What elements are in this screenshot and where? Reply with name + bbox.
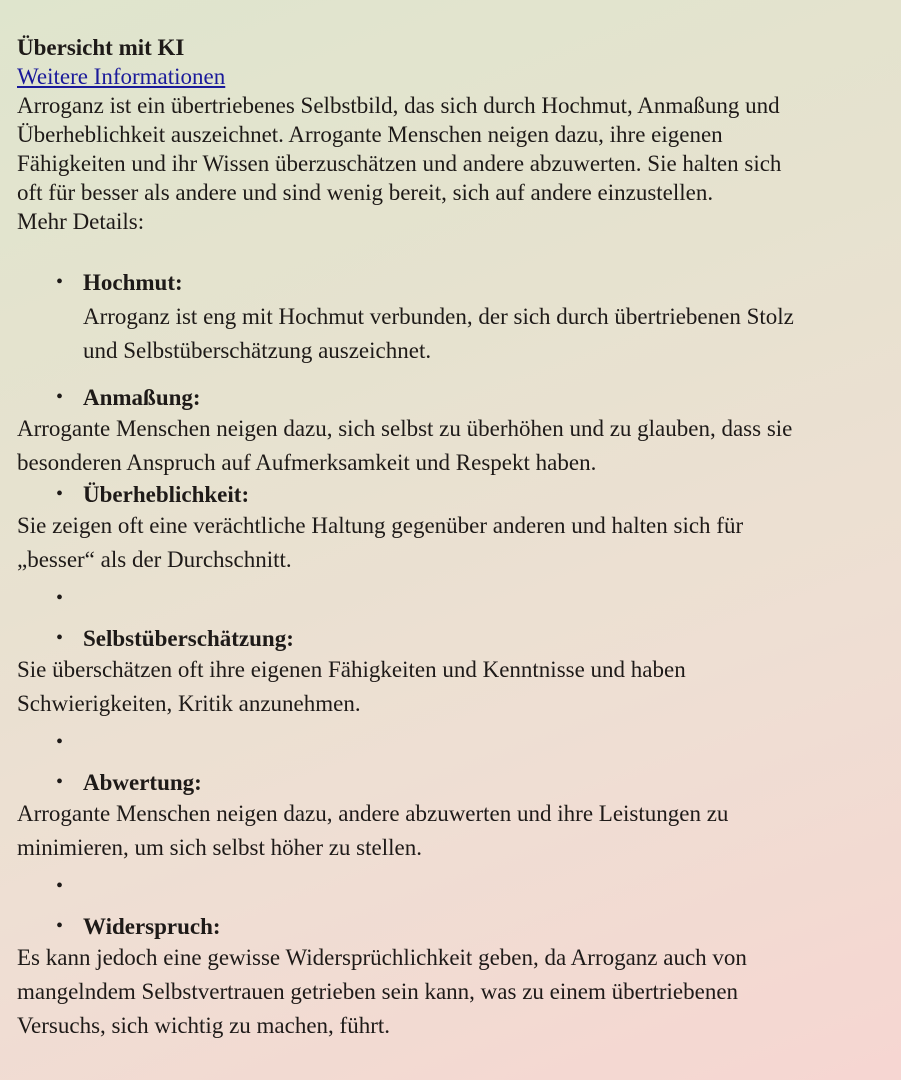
- bullet-icon: •: [56, 771, 64, 793]
- item-description: [17, 300, 887, 368]
- intro-line: oft für besser als andere und sind wenig bereit, sich auf andere einzustellen.: [17, 180, 714, 205]
- desc-line: Sie überschätzen oft ihre eigenen Fähigkeiten und Kenntnisse und haben: [17, 657, 686, 682]
- intro-paragraph: [17, 91, 887, 207]
- item-description: [17, 653, 887, 721]
- list-item-ueberheblichkeit: [17, 480, 887, 509]
- bullet-icon: •: [56, 271, 64, 293]
- intro-line: Überheblichkeit auszeichnet. Arrogante Menschen neigen dazu, ihre eigenen: [17, 122, 723, 147]
- item-heading: Anmaßung:: [83, 385, 201, 410]
- item-heading: Hochmut:: [83, 270, 183, 295]
- desc-line: Arrogante Menschen neigen dazu, sich selbst zu überhöhen und zu glauben, dass sie: [17, 416, 793, 441]
- item-heading: Widerspruch:: [83, 914, 221, 939]
- item-heading: Selbstüberschätzung:: [83, 626, 294, 651]
- desc-line: Schwierigkeiten, Kritik anzunehmen.: [17, 691, 361, 716]
- list-item-abwertung: [17, 768, 887, 797]
- desc-line: „besser“ als der Durchschnitt.: [17, 547, 292, 572]
- bullet-icon: •: [56, 731, 64, 753]
- more-details-label: Mehr Details:: [17, 209, 145, 234]
- intro-line: Arroganz ist ein übertriebenes Selbstbild, das sich durch Hochmut, Anmaßung und: [17, 93, 780, 118]
- item-description: [17, 412, 887, 480]
- list-item-selbstueberschaetzung: [17, 624, 887, 653]
- empty-list-item: [17, 584, 887, 615]
- item-heading: Abwertung:: [83, 770, 202, 795]
- desc-line: Arrogante Menschen neigen dazu, andere abzuwerten und ihre Leistungen zu: [17, 801, 729, 826]
- more-info-link[interactable]: Weitere Informationen: [17, 64, 226, 89]
- desc-line: besonderen Anspruch auf Aufmerksamkeit und Respekt haben.: [17, 450, 597, 475]
- details-list: [17, 268, 887, 1043]
- list-item-hochmut: [17, 268, 887, 368]
- desc-line: Arroganz ist eng mit Hochmut verbunden, der sich durch übertriebenen Stolz: [83, 304, 794, 329]
- desc-line: Es kann jedoch eine gewisse Widersprüchlichkeit geben, da Arroganz auch von: [17, 945, 747, 970]
- bullet-icon: •: [56, 627, 64, 649]
- item-description: [17, 509, 887, 577]
- empty-list-item: [17, 728, 887, 759]
- bullet-icon: •: [56, 483, 64, 505]
- overview-title: Übersicht mit KI: [17, 35, 185, 60]
- intro-line: Fähigkeiten und ihr Wissen überzuschätzen und andere abzuwerten. Sie halten sich: [17, 151, 782, 176]
- bullet-icon: •: [56, 386, 64, 408]
- desc-line: und Selbstüberschätzung auszeichnet.: [83, 338, 432, 363]
- item-description: [17, 941, 887, 1043]
- desc-line: Sie zeigen oft eine verächtliche Haltung gegenüber anderen und halten sich für: [17, 513, 744, 538]
- item-description: [17, 797, 887, 865]
- empty-list-item: [17, 872, 887, 903]
- bullet-icon: •: [56, 915, 64, 937]
- bullet-icon: •: [56, 875, 64, 897]
- item-heading: Überheblichkeit:: [83, 482, 250, 507]
- list-item-widerspruch: [17, 912, 887, 941]
- bullet-icon: •: [56, 587, 64, 609]
- desc-line: Versuchs, sich wichtig zu machen, führt.: [17, 1013, 391, 1038]
- list-item-anmassung: [17, 383, 887, 412]
- desc-line: minimieren, um sich selbst höher zu stellen.: [17, 835, 422, 860]
- ai-overview: [17, 33, 887, 1043]
- desc-line: mangelndem Selbstvertrauen getrieben sein kann, was zu einem übertriebenen: [17, 979, 739, 1004]
